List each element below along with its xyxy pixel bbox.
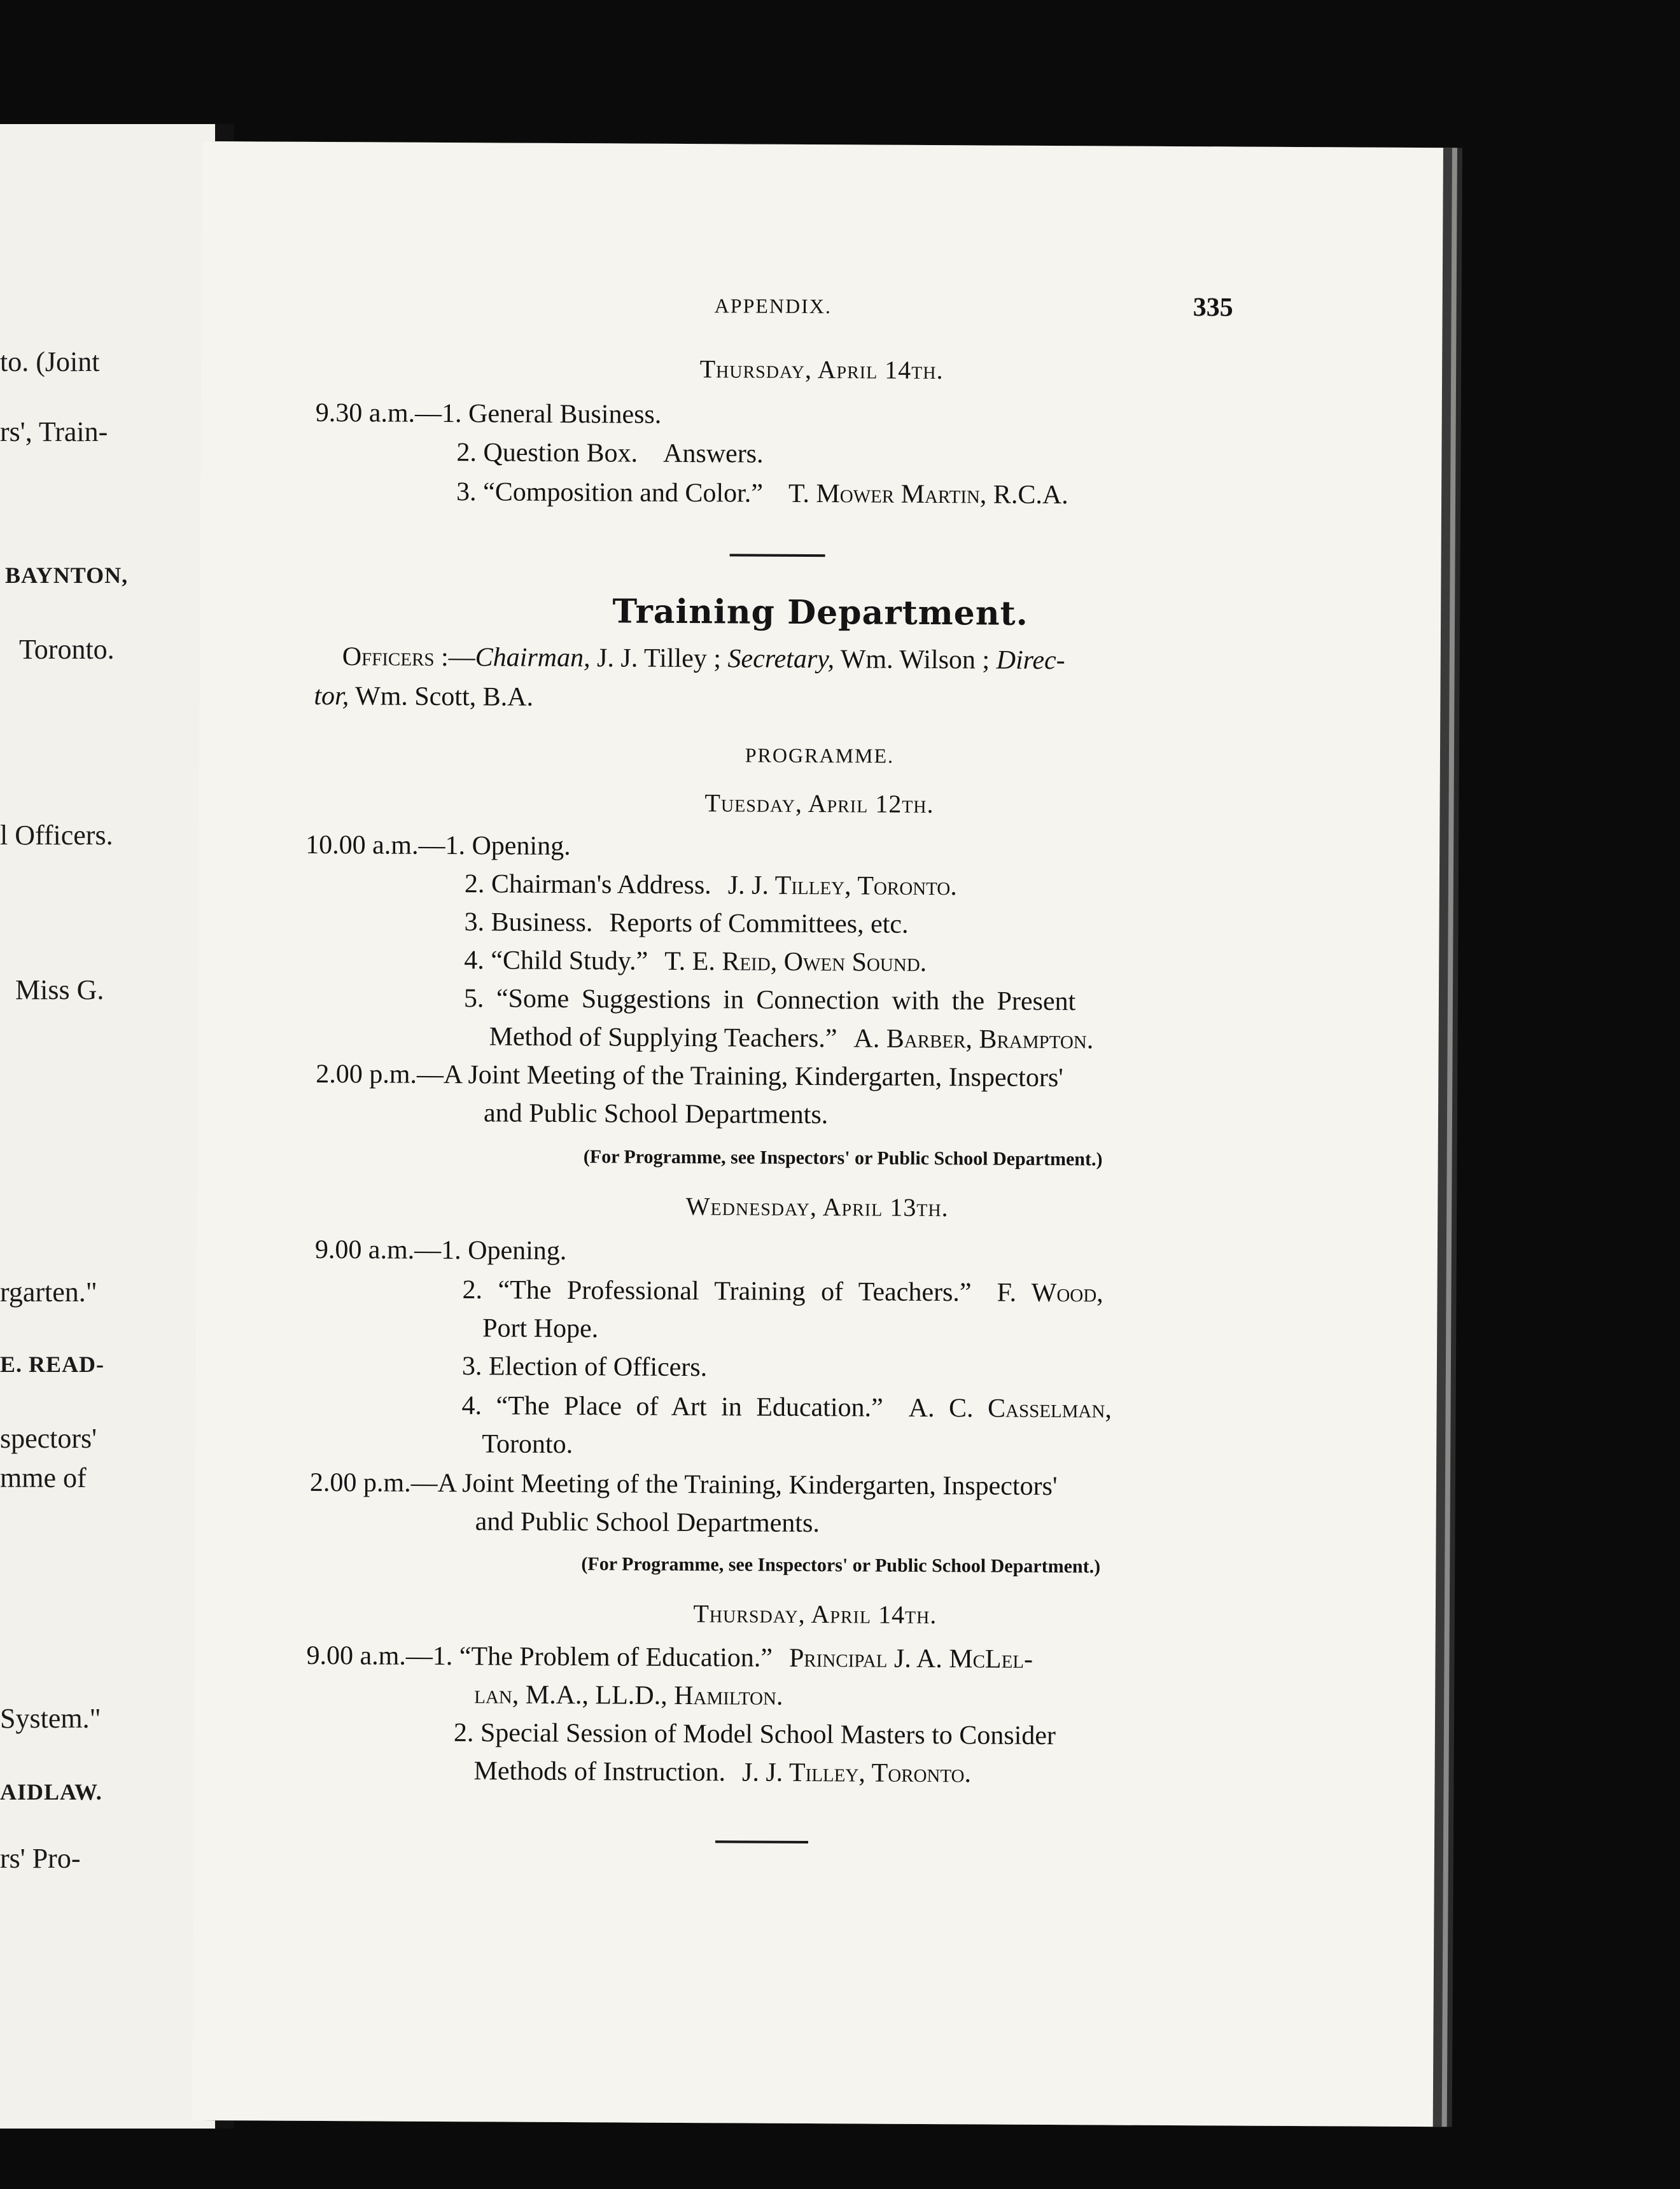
running-title: APPENDIX. xyxy=(714,294,832,318)
item-text: “The Problem of Education.” xyxy=(459,1642,773,1673)
left-line: rgarten." xyxy=(0,1276,97,1308)
left-line: Miss G. xyxy=(15,974,104,1005)
programme-item xyxy=(456,439,763,468)
afternoon-session-continued: and Public School Departments. xyxy=(483,1098,829,1130)
officer-name: Wm. Wilson ; xyxy=(840,645,990,675)
programme-label: PROGRAMME. xyxy=(745,743,895,767)
page-number: 335 xyxy=(1193,293,1233,323)
speaker-name: Principal J. A. McLel- xyxy=(788,1643,1033,1674)
item-number: 3. xyxy=(464,907,485,937)
item-number: 2. xyxy=(462,1275,483,1305)
left-line: spectors' xyxy=(0,1423,97,1454)
item-text: Methods of Instruction. xyxy=(473,1756,726,1787)
left-line: AIDLAW. xyxy=(0,1779,102,1805)
officer-name: Wm. Scott, B.A. xyxy=(354,682,534,712)
speaker-name: J. J. Tilley, Toronto. xyxy=(727,871,957,902)
item-number: 4. xyxy=(464,946,484,976)
afternoon-session xyxy=(310,1469,1058,1500)
officer-role: Secretary, xyxy=(727,644,835,675)
left-line: BAYNTON, xyxy=(5,563,129,588)
left-line: rs' Pro- xyxy=(0,1843,81,1874)
item-text: Chairman's Address. xyxy=(491,869,711,900)
programme-item xyxy=(464,947,927,976)
speaker-name: F. Wood, xyxy=(997,1278,1103,1308)
day-heading: Thursday, April 14th. xyxy=(693,1599,937,1630)
programme-item xyxy=(454,1719,1056,1749)
item-text: Business. xyxy=(491,907,593,938)
programme-item xyxy=(465,871,957,900)
item-time: 2.00 p.m.— xyxy=(309,1467,438,1498)
left-line: rs', Train- xyxy=(0,416,108,447)
item-time: 9.00 a.m.—1. xyxy=(306,1640,453,1672)
speaker-name: J. J. Tilley, Toronto. xyxy=(741,1758,972,1789)
day-heading: Wednesday, April 13th. xyxy=(685,1192,949,1222)
item-text: Election of Officers. xyxy=(488,1352,708,1383)
speaker-name: A. Barber, Brampton. xyxy=(853,1024,1094,1055)
item-time: 2.00 p.m.— xyxy=(316,1059,444,1090)
programme-item xyxy=(461,1392,1112,1422)
section-rule xyxy=(715,1840,808,1843)
programme-item xyxy=(316,400,662,428)
programme-item-continued: Port Hope. xyxy=(482,1313,599,1344)
programme-item xyxy=(464,909,908,938)
item-time: 9.00 a.m.—1. xyxy=(314,1234,461,1266)
department-title: Training Department. xyxy=(612,592,1028,633)
afternoon-session-continued: and Public School Departments. xyxy=(475,1507,820,1539)
item-number: 5. xyxy=(463,984,484,1014)
left-line: to. (Joint xyxy=(0,346,100,377)
item-text: “Some Suggestions in Connection with the Present xyxy=(496,984,1076,1017)
left-facing-page xyxy=(0,124,216,2129)
item-text: “The Place of Art in Education.” xyxy=(496,1391,883,1423)
afternoon-session xyxy=(316,1061,1063,1091)
item-text: A Joint Meeting of the Training, Kindergarten, Inspectors' xyxy=(437,1468,1058,1502)
item-text: Reports of Committees, etc. xyxy=(609,908,909,939)
left-line: l Officers. xyxy=(0,820,113,851)
programme-item xyxy=(462,1353,707,1381)
item-time: 10.00 a.m.—1. xyxy=(305,830,466,861)
speaker-name: T. Mower Martin, R.C.A. xyxy=(788,479,1068,510)
item-text: “The Professional Training of Teachers.” xyxy=(498,1275,972,1308)
officer-role: Chairman, xyxy=(475,643,591,673)
officer-name: J. J. Tilley ; xyxy=(596,643,722,674)
item-number: 2. xyxy=(456,438,477,468)
programme-item xyxy=(462,1276,1103,1306)
item-time: 9.30 a.m.—1. xyxy=(315,398,462,429)
item-text: Method of Supplying Teachers.” xyxy=(489,1022,837,1054)
day-heading: Tuesday, April 12th. xyxy=(704,788,934,819)
officers-line xyxy=(342,643,1065,674)
item-text: Opening. xyxy=(472,831,571,862)
item-text: Answers. xyxy=(662,438,764,469)
programme-item-continued xyxy=(489,1023,1094,1053)
programme-note: (For Programme, see Inspectors' or Public School Department.) xyxy=(583,1146,1103,1170)
item-text: Opening. xyxy=(468,1236,567,1266)
book-page xyxy=(192,141,1443,2127)
item-number: 3. xyxy=(456,477,477,507)
programme-item xyxy=(456,479,1068,508)
programme-item-continued xyxy=(473,1758,971,1787)
item-text: General Business. xyxy=(468,399,662,430)
programme-item-continued: Toronto. xyxy=(482,1429,573,1460)
section-rule xyxy=(730,554,825,557)
left-line: mme of xyxy=(0,1462,87,1493)
item-text: Question Box. xyxy=(483,438,638,468)
item-text: “Composition and Color.” xyxy=(482,477,764,508)
programme-item-continued: lan, M.A., LL.D., Hamilton. xyxy=(474,1680,783,1711)
officers-line xyxy=(314,683,533,711)
left-line: E. READ- xyxy=(0,1352,105,1377)
programme-item xyxy=(305,832,571,860)
item-text: “Child Study.” xyxy=(491,946,648,976)
item-number: 4. xyxy=(461,1391,482,1421)
officer-role: tor, xyxy=(314,681,349,711)
item-number: 3. xyxy=(461,1352,482,1381)
officer-role: Direc- xyxy=(996,645,1065,676)
item-text: Special Session of Model School Masters to Consider xyxy=(480,1718,1056,1751)
item-number: 2. xyxy=(453,1718,474,1748)
day-heading: Thursday, April 14th. xyxy=(699,354,944,385)
item-number: 2. xyxy=(464,869,485,899)
speaker-name: T. E. Reid, Owen Sound. xyxy=(664,946,927,977)
item-text: A Joint Meeting of the Training, Kindergarten, Inspectors' xyxy=(443,1060,1063,1093)
programme-item xyxy=(315,1236,567,1264)
programme-item xyxy=(306,1642,1033,1673)
officers-label: Officers :— xyxy=(342,642,475,673)
programme-note: (For Programme, see Inspectors' or Public School Department.) xyxy=(581,1553,1101,1577)
left-line: System." xyxy=(0,1703,101,1734)
speaker-name: A. C. Casselman, xyxy=(908,1393,1112,1424)
programme-item xyxy=(464,985,1075,1015)
left-line: Toronto. xyxy=(19,634,115,665)
